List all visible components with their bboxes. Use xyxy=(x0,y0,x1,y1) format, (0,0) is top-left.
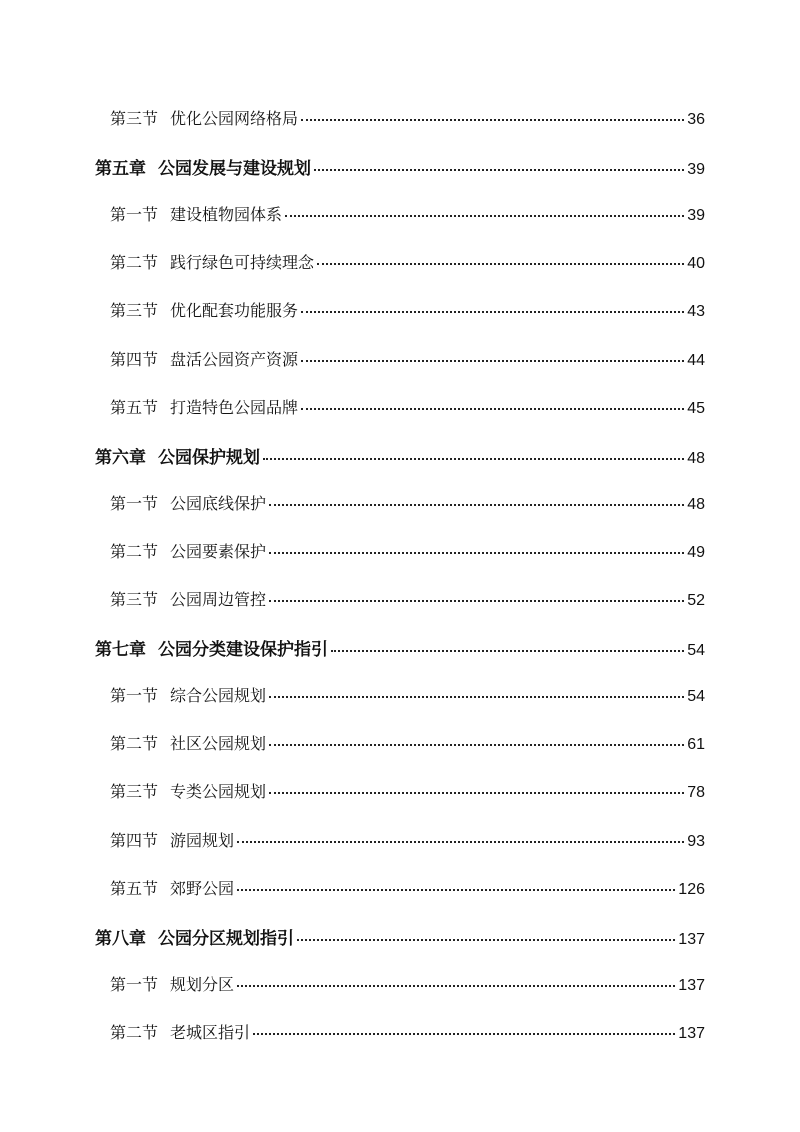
toc-chapter-entry[interactable] xyxy=(95,443,705,467)
toc-page-number: 93 xyxy=(687,832,705,850)
toc-entry-label xyxy=(110,876,234,899)
dot-leader xyxy=(301,311,684,313)
toc-entry-title: 郊野公园 xyxy=(170,878,235,898)
toc-entry-label xyxy=(110,828,234,851)
dot-leader xyxy=(301,408,684,410)
toc-chapter-entry[interactable] xyxy=(95,635,705,659)
dot-leader xyxy=(314,169,684,171)
toc-entry-number: 第一节 xyxy=(110,493,159,513)
toc-entry-title: 社区公园规划 xyxy=(170,734,267,754)
toc-section-entry[interactable] xyxy=(110,106,705,130)
dot-leader xyxy=(253,1033,675,1035)
toc-entry-label xyxy=(110,202,282,225)
toc-page-number: 54 xyxy=(687,688,705,706)
dot-leader xyxy=(237,889,675,891)
toc-entry-title: 规划分区 xyxy=(170,974,235,994)
toc-entry-title: 游园规划 xyxy=(170,830,235,850)
toc-section-entry[interactable] xyxy=(110,683,705,707)
toc-entry-title: 建设植物园体系 xyxy=(170,205,283,225)
dot-leader xyxy=(331,650,684,652)
dot-leader xyxy=(297,939,675,941)
toc-page-number: 39 xyxy=(687,207,705,225)
toc-entry-title: 公园分区规划指引 xyxy=(158,928,294,949)
toc-entry-label xyxy=(110,491,266,514)
toc-entry-label xyxy=(95,924,294,949)
toc-entry-label xyxy=(110,298,298,321)
toc-entry-number: 第三节 xyxy=(110,109,159,128)
toc-section-entry[interactable] xyxy=(110,587,705,611)
toc-chapter-entry[interactable] xyxy=(95,924,705,948)
toc-entry-label xyxy=(95,154,311,179)
toc-section-entry[interactable] xyxy=(110,539,705,563)
toc-section-entry[interactable] xyxy=(110,779,705,803)
toc-entry-number: 第八章 xyxy=(95,928,146,949)
toc-entry-label xyxy=(110,539,266,562)
toc-entry-title: 践行绿色可持续理念 xyxy=(170,253,315,273)
toc-entry-label xyxy=(110,972,234,995)
toc-chapter-entry[interactable] xyxy=(95,154,705,178)
toc-page-number: 45 xyxy=(687,399,705,417)
toc-section-entry[interactable] xyxy=(110,491,705,515)
dot-leader xyxy=(269,744,684,746)
toc-page-number: 48 xyxy=(687,495,705,513)
toc-entry-title: 公园要素保护 xyxy=(170,541,267,561)
dot-leader xyxy=(317,263,684,265)
dot-leader xyxy=(263,458,684,460)
toc-section-entry[interactable] xyxy=(110,347,705,371)
toc-entry-label xyxy=(110,395,298,418)
toc-entry-number: 第七章 xyxy=(95,640,146,661)
toc-entry-title: 公园周边管控 xyxy=(170,590,267,609)
toc-entry-label xyxy=(110,106,298,129)
toc-entry-number: 第五节 xyxy=(110,397,159,417)
dot-leader xyxy=(269,504,684,506)
toc-section-entry[interactable] xyxy=(110,298,705,322)
dot-leader xyxy=(285,215,684,217)
toc-section-entry[interactable] xyxy=(110,972,705,996)
toc-entry-number: 第六章 xyxy=(95,447,146,468)
dot-leader xyxy=(237,985,675,987)
toc-page-number: 126 xyxy=(678,880,705,898)
toc-page-number: 52 xyxy=(687,592,705,609)
toc-section-entry[interactable] xyxy=(110,1020,705,1044)
toc-section-entry[interactable] xyxy=(110,202,705,226)
toc-entry-number: 第二节 xyxy=(110,253,159,273)
toc-entry-number: 第二节 xyxy=(110,1022,159,1042)
toc-page-number: 137 xyxy=(678,930,705,948)
toc-section-entry[interactable] xyxy=(110,250,705,274)
dot-leader xyxy=(269,552,684,554)
toc-entry-label xyxy=(110,683,266,706)
toc-entry-label xyxy=(95,443,260,468)
toc-entry-title: 公园保护规划 xyxy=(158,447,260,468)
toc-entry-title: 盘活公园资产资源 xyxy=(170,349,299,369)
toc-entry-title: 公园分类建设保护指引 xyxy=(158,640,328,661)
toc-section-entry[interactable] xyxy=(110,876,705,900)
toc-entry-title: 优化公园网络格局 xyxy=(170,109,299,128)
toc-section-entry[interactable] xyxy=(110,828,705,852)
toc-page-number: 40 xyxy=(687,255,705,273)
toc-entry-title: 公园底线保护 xyxy=(170,493,267,513)
toc-entry-number: 第一节 xyxy=(110,205,159,225)
toc-page-number: 49 xyxy=(687,543,705,561)
dot-leader xyxy=(269,696,684,698)
toc-entry-title: 综合公园规划 xyxy=(170,686,267,706)
toc-page-number: 54 xyxy=(687,642,705,660)
toc-entry-title: 专类公园规划 xyxy=(170,782,267,802)
toc-page-number: 78 xyxy=(687,784,705,802)
toc-entry-label xyxy=(110,250,314,273)
toc-entry-title: 打造特色公园品牌 xyxy=(170,397,299,417)
toc-page-number: 43 xyxy=(687,303,705,321)
dot-leader xyxy=(237,841,684,843)
dot-leader xyxy=(301,119,684,121)
toc-page-number: 137 xyxy=(678,1024,705,1042)
toc-entry-number: 第三节 xyxy=(110,782,159,802)
toc-entry-number: 第四节 xyxy=(110,830,159,850)
toc-entry-title: 优化配套功能服务 xyxy=(170,301,299,321)
toc-entry-number: 第五节 xyxy=(110,878,159,898)
toc-entry-number: 第三节 xyxy=(110,590,159,609)
toc-page-number: 48 xyxy=(687,449,705,467)
toc-section-entry[interactable] xyxy=(110,395,705,419)
toc-entry-label xyxy=(95,635,328,660)
toc-page-number: 36 xyxy=(687,111,705,128)
toc-entry-number: 第一节 xyxy=(110,974,159,994)
toc-entry-number: 第四节 xyxy=(110,349,159,369)
toc-entry-number: 第三节 xyxy=(110,301,159,321)
toc-entry-title: 老城区指引 xyxy=(170,1022,251,1042)
toc-entry-label xyxy=(110,779,266,802)
dot-leader xyxy=(269,792,684,794)
dot-leader xyxy=(269,600,684,602)
dot-leader xyxy=(301,360,684,362)
toc-page-number: 61 xyxy=(687,736,705,754)
toc-entry-title: 公园发展与建设规划 xyxy=(158,159,311,180)
toc-entry-label xyxy=(110,731,266,754)
toc-entry-label xyxy=(110,587,266,610)
toc-section-entry[interactable] xyxy=(110,731,705,755)
toc-entry-number: 第二节 xyxy=(110,541,159,561)
toc-page-number: 137 xyxy=(678,976,705,994)
toc-entry-label xyxy=(110,1020,250,1043)
toc-entry-number: 第二节 xyxy=(110,734,159,754)
toc-entry-label xyxy=(110,347,298,370)
toc-page-number: 39 xyxy=(687,161,705,179)
toc-entry-number: 第一节 xyxy=(110,686,159,706)
toc-page-number: 44 xyxy=(687,351,705,369)
toc-entry-number: 第五章 xyxy=(95,159,146,180)
